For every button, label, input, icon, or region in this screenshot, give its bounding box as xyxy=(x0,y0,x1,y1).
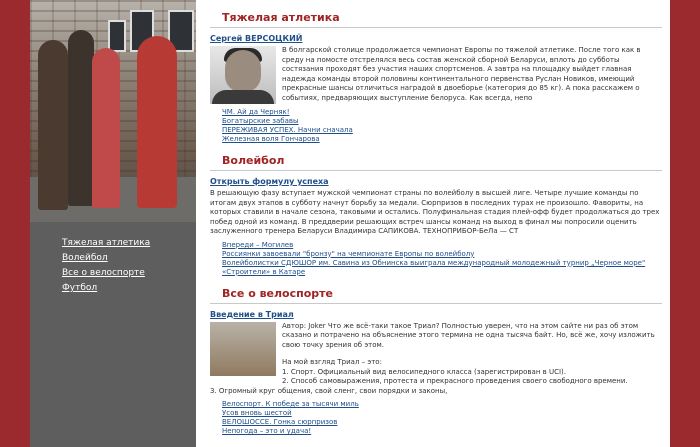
related-links-cycling xyxy=(222,400,662,436)
related-link[interactable]: ВЕЛОШОССЕ. Гонка сюрпризов xyxy=(222,418,338,426)
sidebar xyxy=(30,0,196,447)
related-link[interactable]: «Строители» в Катаре xyxy=(222,267,306,276)
related-link[interactable]: Волейболистки СДЮШОР им. Савина из Обнинска выиграла международный молодежный турнир „Черное море" xyxy=(222,258,646,267)
page-container xyxy=(30,0,670,447)
nav-item-football[interactable]: Футбол xyxy=(62,283,98,293)
related-links-weightlifting xyxy=(222,108,662,144)
main-content xyxy=(196,0,670,447)
nav-item-cycling[interactable]: Все о велоспорте xyxy=(62,268,145,278)
header-photo xyxy=(30,0,196,222)
related-links-volleyball xyxy=(222,241,662,277)
section-title-cycling: Все о велоспорте xyxy=(210,277,662,304)
related-link[interactable]: Усов вновь шестой xyxy=(222,409,292,417)
article-link-versotsky[interactable]: Сергей ВЕРСОЦКИЙ xyxy=(210,34,303,43)
portrait-photo xyxy=(210,46,276,104)
article-text-cycling-4: 2. Способ самовыражения, протеста и прекрасного проведения своего свободного времени. xyxy=(282,377,628,385)
article-link-trial[interactable]: Введение в Триал xyxy=(210,309,294,319)
related-link[interactable]: Россиянки завоевали "бронзу" на чемпионате Европы по волейболу xyxy=(222,249,475,258)
related-link[interactable]: Железная воля Гончарова xyxy=(222,135,320,143)
article-text-cycling-2: На мой взгляд Триал – это: xyxy=(282,358,382,366)
section-title-volleyball: Волейбол xyxy=(210,144,662,171)
article-text-volleyball: В решающую фазу вступает мужской чемпионат страны по волейболу в высшей лиге. Четыре лучшие команды по итогам двух этапов в субботу начнут борьбу за медали. Сюрпризов в последних турах не произошло. Фавориты, на которых ставили в начале сезона, таковыми и остались. Полуфинальная стадия плей-офф будет продолжаться до трех побед одной из команд. В преддверии решающих встреч шансы команд на выход в финал мы попросили оценить заслуженного тренера Беларуси Владимира САПИКОВА. ТЕХНОПРИБОР-БеЛа — СТ xyxy=(210,189,660,235)
related-link[interactable]: Непогода – это и удача! xyxy=(222,427,312,435)
article-text-cycling: Автор: Joker Что же всё-таки такое Триал? Полностью уверен, что на этом сайте ни раз об этом сказано и потрачено на объяснение этого термина не одна тысяча байт. Но, всё же, хочу изложить свою точку зрения об этом. xyxy=(282,321,655,349)
related-link[interactable]: Богатырские забавы xyxy=(222,117,299,125)
article-text-cycling-5: 3. Огромный круг общения, свой сленг, свои порядки и законы, xyxy=(210,386,448,395)
section-title-weightlifting: Тяжелая атлетика xyxy=(210,0,662,28)
article-text-weightlifting: В болгарской столице продолжается чемпионат Европы по тяжелой атлетике. После того как в среду на помосте отстрелялся весь состав женской сборной Беларуси, вплоть до субботы состязания проходят без участия наших спортсменов. А завтра на площадку выйдет главная надежда команды второй половины континентального первенства Руслан Новиков, имеющий прекрасные шансы отличиться наградой в двоеборье (категория до 85 кг). А пока расскажем о событиях, предваряющих выступление белоруса. Как всегда, непо xyxy=(282,46,641,102)
related-link[interactable]: ЧМ. Ай да Черняк! xyxy=(222,108,290,116)
article-link-formula[interactable]: Открыть формулу успеха xyxy=(210,177,329,186)
cycling-photo xyxy=(210,322,276,376)
related-link[interactable]: Впереди – Могилев xyxy=(222,240,294,249)
related-link[interactable]: Велоспорт. К победе за тысячи миль xyxy=(222,400,359,408)
nav-item-weightlifting[interactable]: Тяжелая атлетика xyxy=(62,238,151,248)
article-text-cycling-3: 1. Спорт. Официальный вид велосипедного класса (зарегистрирован в UCI). xyxy=(282,367,567,376)
related-link[interactable]: ПЕРЕЖИВАЯ УСПЕХ. Начни сначала xyxy=(222,126,353,134)
side-nav xyxy=(62,236,150,296)
nav-item-volleyball[interactable]: Волейбол xyxy=(62,253,108,263)
